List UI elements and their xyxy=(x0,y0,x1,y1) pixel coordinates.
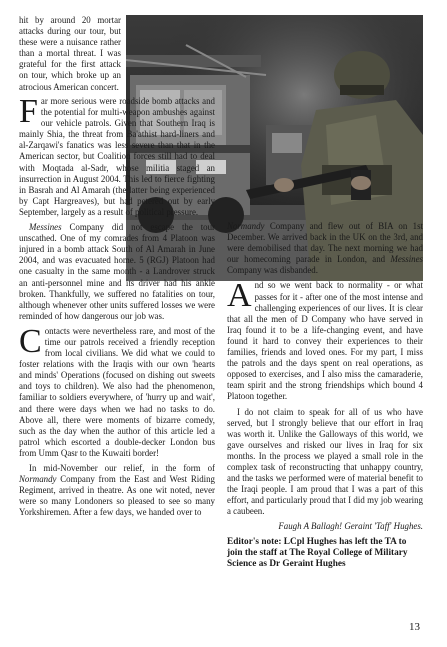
right-column-flow xyxy=(227,221,423,574)
company-name-normandy: Normandy xyxy=(19,474,57,485)
company-name-messines-2: Messines xyxy=(390,254,423,265)
company-name-normandy-2: Normandy xyxy=(227,221,265,231)
paragraph-roadside-bombs xyxy=(19,93,215,218)
paragraph-casualties xyxy=(19,222,215,322)
relief-text-b: Company from the East and West Riding Regiment, arrived in theatre. As one wit noted, never were so many Londoners so pleased to see so many Yorkshiremen. After a few days, we handed over to xyxy=(19,474,215,518)
dropcap-a: A xyxy=(227,277,252,315)
paragraph-roadside-bombs-text: ar more serious were roadside bomb attacks and the potential for multi-weapon ambushes against our vehicle patrols. Given that Southern Iraq is mainly Shia, the threat from Ba'athist hard-liners and al-Zarqawi's fanatics was less severe than that in the American sector, but Coalition forces still had to deal with Moqtada al-Sadr, whose militia staged an insurrection in August 2004. This led to fierce fighting in Basrah and Al Amarah (the latter being experienced by Capt Hargreaves), but had petered out by early September, largely as a result of political pressure. xyxy=(19,96,215,217)
paragraph-casualties-text: Company did not escape the tour unscathed. One of my comrades from 4 Platoon was injured in a bomb attack South of Al Amarah in June 2004, and was evacuated home. 5 (RGJ) Platoon had one casualty in the same month - a Landrover struck an anti-personnel mine and its driver had his ankle broken. Thankfully, we suffered no fatalities on tour, although whenever other units suffered losses we were reminded of how dangerous our job was. xyxy=(19,222,215,321)
paragraph-contacts xyxy=(19,322,215,459)
intro-column xyxy=(19,15,121,97)
company-name-messines: Messines xyxy=(29,222,62,233)
page-number: 13 xyxy=(409,621,420,633)
handover-text-d: Company was disbanded. xyxy=(227,265,318,276)
dropcap-c: C xyxy=(19,322,42,360)
dropcap-f: F xyxy=(19,93,38,130)
relief-text-a: In mid-November our relief, in the form of xyxy=(29,463,215,473)
paragraph-conclusion: I do not claim to speak for all of us who have served, but I strongly believe that our effort in Iraq was worth it. Unlike the Galloways of this world, we gave ourselves and risked our lives in Iraq for six months. In the process we played a small role in the complex task of reconstructing that unhappy country, and the tasks we performed were of material benefit to the Iraqi people. I am proud that I was a part of this effort, and particularly proud that I did my job wearing a caubeen. xyxy=(227,406,423,517)
author-signature: Faugh A Ballagh! Geraint 'Taff' Hughes. xyxy=(278,521,423,532)
paragraph-handover-continued xyxy=(227,221,423,276)
editor-note: Editor's note: LCpl Hughes has left the TA to join the staff at The Royal College of Military Science as Dr Geraint Hughes xyxy=(227,536,408,570)
left-column xyxy=(19,93,215,522)
handover-text-c: Company and flew out of BIA on 1st December. We arrived back in the UK on the 3rd, and were demobilised that day. The next morning we had our homecoming parade in London, and xyxy=(227,221,423,265)
paragraph-normality xyxy=(227,277,423,402)
paragraph-contacts-text: ontacts were nevertheless rare, and most of the time our patrols received a friendly reception from local civilians. We did what we could to foster relations with the Iraqis with our own 'hearts and minds' Operations (focused on dishing out sweets and toys to children). We also had the phenomenon, familiar to soldiers everywhere, of 'hurry up and wait', and there were days when we had no tasks to do. Above all, there were moments of bizarre comedy, such as the day when the author of this article led a patrol which escorted a double-decker London bus from Umm Qasr to the Kuwaiti border! xyxy=(19,325,215,458)
paragraph-relief xyxy=(19,463,215,518)
paragraph-normality-text: nd so we went back to normality - or what passes for it - after one of the most intense and challenging experiences of our lives. It is clear that all the men of D Company who have served in Iraq found it to be a life-changing event, and have found it hard to convey their experiences to their families, friends and loved ones. For my part, I miss the patrols and the days spent on real operations, as opposed to exercises, and I also miss the camaraderie, team spirit and the strong friendships which bound 4 Platoon together. xyxy=(227,280,423,402)
intro-paragraph: hit by around 20 mortar attacks during our tour, but these were a nuisance rather than a mortal threat. I was grateful for the first attack on tour, which broke up an atrocious American concert. xyxy=(19,15,121,92)
